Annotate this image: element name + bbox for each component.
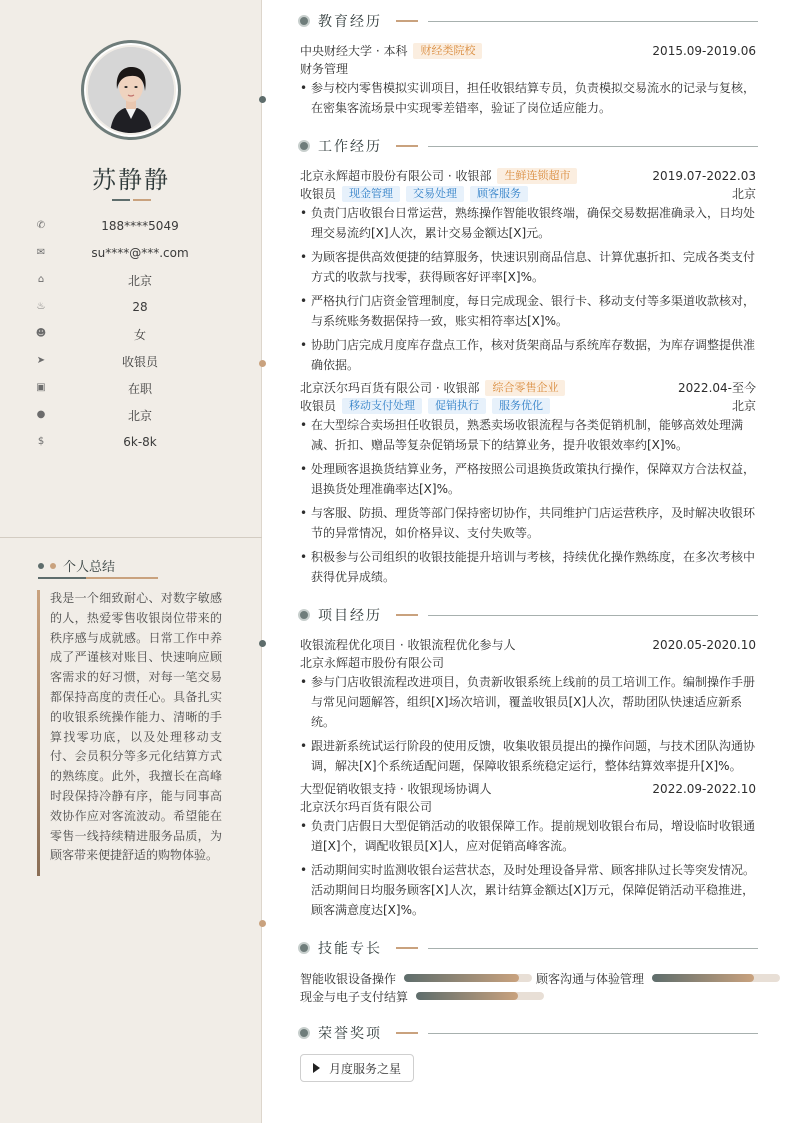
phone-value: 188****5049 <box>101 219 179 233</box>
dot-icon <box>38 563 44 569</box>
skill-name: 现金与电子支付结算 <box>300 989 409 1004</box>
job-city: 北京 <box>731 187 756 201</box>
smile-icon: ☻ <box>35 328 47 339</box>
section-icon <box>298 15 310 27</box>
skill-tag: 顾客服务 <box>470 186 528 202</box>
salary-value: 6k-8k <box>123 435 157 449</box>
section-icon <box>298 942 310 954</box>
section-rule-accent <box>396 145 418 147</box>
job-tag: 生鲜连锁超市 <box>497 168 577 184</box>
avatar-photo <box>88 47 174 133</box>
info-position <box>36 351 246 371</box>
section-rule <box>428 146 758 147</box>
job-bullet: • 在大型综合卖场担任收银员，熟悉卖场收银流程与各类促销机制，能够高效处理满减、折扣、赠品等复杂促销场景下的结算业务，提升收银效率约[X]%。 <box>300 415 756 455</box>
info-gender <box>36 324 246 344</box>
section-rule-accent <box>396 947 418 949</box>
gender-value: 女 <box>133 327 146 342</box>
skill-bar-fill <box>652 974 754 982</box>
section-rule-accent <box>396 1032 418 1034</box>
name-rule-left <box>112 199 130 201</box>
skill-bar-fill <box>416 992 518 1000</box>
award-badge <box>300 1054 414 1082</box>
info-salary <box>36 432 246 452</box>
job-bullet: • 协助门店完成月度库存盘点工作，核对货架商品与系统库存数据，为库存调整提供准确依据。 <box>300 335 756 375</box>
skill-tag: 交易处理 <box>406 186 464 202</box>
job-city: 北京 <box>731 399 756 413</box>
job-role-row <box>300 185 756 202</box>
skill-bar <box>652 974 780 982</box>
main-content <box>262 0 794 1123</box>
status-value: 在职 <box>127 381 152 396</box>
info-location <box>36 270 246 290</box>
location-value: 北京 <box>127 273 152 288</box>
job-role: 收银员 <box>300 399 337 413</box>
section-title: 技能专长 <box>318 941 382 957</box>
project-org-row <box>300 654 756 671</box>
job-date: 2019.07-2022.03 <box>652 168 756 183</box>
job-company: 北京沃尔玛百货有限公司 · 收银部 <box>300 381 480 395</box>
briefcase-icon: ▣ <box>36 382 46 393</box>
home-icon: ⌂ <box>37 274 45 285</box>
skill-bar <box>404 974 532 982</box>
job-bullet: • 负责门店收银台日常运营，熟练操作智能收银终端，确保交易数据准确录入，日均处理交易流约[X]人次，累计交易金额达[X]元。 <box>300 203 756 243</box>
summary-underline <box>38 577 158 579</box>
job-bullet: • 处理顾客退换货结算业务，严格按照公司退换货政策执行操作，保障双方合法权益，退换货处理准确率达[X]%。 <box>300 459 756 499</box>
section-work-heading <box>298 137 758 155</box>
job-bullet: • 为顾客提供高效便捷的结算服务，快速识别商品信息、计算优惠折扣、完成各类支付方式的收款与找零，获得顾客好评率[X]%。 <box>300 247 756 287</box>
job-date: 2022.04-至今 <box>678 381 756 395</box>
project-date: 2020.05-2020.10 <box>652 637 756 652</box>
job-bullet: • 积极参与公司组织的收银技能提升培训与考核，持续优化操作熟练度，在多次考核中获得优异成绩。 <box>300 547 756 587</box>
major: 财务管理 <box>300 62 349 76</box>
project-org-row <box>300 798 756 815</box>
job-role: 收银员 <box>300 187 337 201</box>
summary-heading <box>38 556 115 575</box>
project-header <box>300 780 756 797</box>
candidate-name: 苏静静 <box>92 166 170 194</box>
project-name: 大型促销收银支持 · 收银现场协调人 <box>300 782 492 796</box>
phone-icon: ✆ <box>36 220 46 231</box>
project-bullet: • 活动期间实时监测收银台运营状态，及时处理设备异常、顾客排队过长等突发情况。活动期间日均服务顾客[X]人次，累计结算金额达[X]万元，保障促销活动平稳推进，顾客满意度达[X]%。 <box>300 860 756 920</box>
info-status <box>36 378 246 398</box>
project-bullet: • 参与门店收银流程改进项目，负责新收银系统上线前的员工培训工作。编制操作手册与常见问题解答，组织[X]场次培训，覆盖收银员[X]人次，帮助团队快速适应新系统。 <box>300 672 756 732</box>
mail-icon: ✉ <box>36 247 46 258</box>
section-skills-heading <box>298 939 758 957</box>
education-date: 2015.09-2019.06 <box>652 43 756 58</box>
skill-tag: 现金管理 <box>342 186 400 202</box>
job-header <box>300 167 756 184</box>
dot-icon <box>50 563 56 569</box>
job-header <box>300 379 756 396</box>
section-rule <box>428 1033 758 1034</box>
summary-accent-bar <box>37 590 40 876</box>
age-value: 28 <box>132 300 148 314</box>
summary-title: 个人总结 <box>63 560 116 575</box>
position-value: 收银员 <box>121 354 158 369</box>
summary-text: 我是一个细致耐心、对数字敏感的人，热爱零售收银岗位带来的秩序感与成就感。日常工作中养成了严谨核对账目、快速响应顾客需求的好习惯，对每一笔交易都保持高度的责任心。具备扎实的收银系统操作能力、清晰的手算找零功底，以及处理移动支付、会员积分等多元化结算方式的熟练度。此外，我擅长在高峰时段保持冷静有序，能与同事高效协作应对客流波动。希望能在零售一线持续精进服务品质，为顾客带来便捷舒适的购物体验。 <box>50 591 222 863</box>
section-icon <box>298 140 310 152</box>
section-title: 项目经历 <box>318 608 382 624</box>
job-bullet: • 与客服、防损、理货等部门保持密切协作，共同维护门店运营秩序，及时解决收银环节的异常情况，如价格异议、支付失败等。 <box>300 503 756 543</box>
work-city-value: 北京 <box>127 408 152 423</box>
section-icon <box>298 609 310 621</box>
money-icon: $ <box>37 436 45 447</box>
job-tag: 综合零售企业 <box>485 380 565 396</box>
project-org: 北京永辉超市股份有限公司 <box>300 656 445 670</box>
education-major-row <box>300 60 756 77</box>
map-pin-icon: ● <box>36 409 46 420</box>
education-row <box>300 42 756 59</box>
school-tag: 财经类院校 <box>413 43 482 59</box>
section-title: 荣誉奖项 <box>318 1026 382 1042</box>
section-icon <box>298 1027 310 1039</box>
project-header <box>300 636 756 653</box>
email-value: su****@***.com <box>91 246 189 260</box>
skill-item <box>300 970 532 986</box>
section-rule <box>428 615 758 616</box>
project-bullet: • 负责门店假日大型促销活动的收银保障工作。提前规划收银台布局，增设临时收银通道[X]个，调配收银员[X]人，应对促销高峰客流。 <box>300 816 756 856</box>
project-org: 北京沃尔玛百货有限公司 <box>300 800 433 814</box>
skill-name: 顾客沟通与体验管理 <box>536 971 645 986</box>
skill-item <box>536 970 780 986</box>
skill-tag: 促销执行 <box>428 398 486 414</box>
section-title: 工作经历 <box>318 139 382 155</box>
section-rule <box>428 948 758 949</box>
school-name: 中央财经大学 · 本科 <box>300 44 408 58</box>
info-work-city <box>36 405 246 425</box>
job-bullet: • 严格执行门店资金管理制度，每日完成现金、银行卡、移动支付等多渠道收款核对，与系统账务数据保持一致，账实相符率达[X]%。 <box>300 291 756 331</box>
skill-bar <box>416 992 544 1000</box>
award-name: 月度服务之星 <box>329 1061 402 1076</box>
section-projects-heading <box>298 606 758 624</box>
sidebar <box>0 0 262 1123</box>
name-rule-right <box>133 199 151 201</box>
education-bullet: • 参与校内零售模拟实训项目，担任收银结算专员，负责模拟交易流水的记录与复核，在密集客流场景中实现零差错率，验证了岗位适应能力。 <box>300 78 756 118</box>
send-icon: ➤ <box>36 355 46 366</box>
play-icon <box>313 1063 320 1073</box>
project-bullet: • 跟进新系统试运行阶段的使用反馈，收集收银员提出的操作问题，与技术团队沟通协调，解决[X]个系统适配问题，保障收银系统稳定运行，整体结算效率提升[X]%。 <box>300 736 756 776</box>
section-awards-heading <box>298 1024 758 1042</box>
section-rule-accent <box>396 614 418 616</box>
info-email <box>36 243 246 263</box>
section-rule <box>428 21 758 22</box>
info-phone <box>36 216 246 236</box>
project-name: 收银流程优化项目 · 收银流程优化参与人 <box>300 638 516 652</box>
job-company: 北京永辉超市股份有限公司 · 收银部 <box>300 169 492 183</box>
skill-name: 智能收银设备操作 <box>300 971 397 986</box>
section-rule-accent <box>396 20 418 22</box>
skill-item <box>300 988 544 1004</box>
job-role-row <box>300 397 756 414</box>
project-date: 2022.09-2022.10 <box>652 781 756 796</box>
skill-tag: 移动支付处理 <box>342 398 422 414</box>
skill-bar-fill <box>404 974 519 982</box>
sidebar-divider <box>0 537 262 538</box>
avatar <box>81 40 181 140</box>
info-age <box>36 297 246 317</box>
section-education-heading <box>298 12 758 30</box>
cake-icon: ♨ <box>36 301 46 312</box>
section-title: 教育经历 <box>318 14 382 30</box>
skill-tag: 服务优化 <box>492 398 550 414</box>
